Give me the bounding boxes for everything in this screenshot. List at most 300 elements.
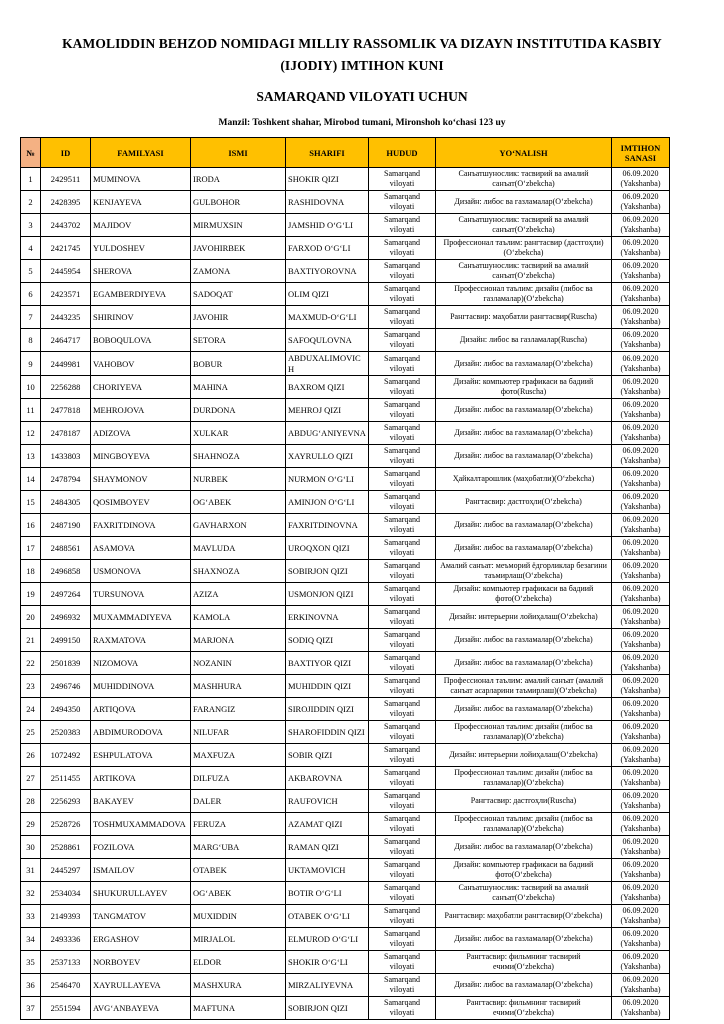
table-row <box>21 468 670 491</box>
cell-0: 10 <box>21 376 41 399</box>
cell-2: ESHPULATOVA <box>91 744 191 767</box>
cell-3: MUXIDDIN <box>191 905 286 928</box>
cell-0: 6 <box>21 283 41 306</box>
cell-7: 06.09.2020 (Yakshanba) <box>612 629 670 652</box>
cell-0: 36 <box>21 974 41 997</box>
cell-6: Профессионал таълим: дизайн (либос ва газламалар)(O‘zbekcha) <box>436 767 612 790</box>
cell-1: 2520383 <box>41 721 91 744</box>
cell-1: 2551594 <box>41 997 91 1020</box>
cell-3: MAVLUDA <box>191 537 286 560</box>
cell-0: 19 <box>21 583 41 606</box>
cell-2: ERGASHOV <box>91 928 191 951</box>
cell-4: AZAMAT QIZI <box>286 813 369 836</box>
candidates-table <box>20 137 670 1020</box>
cell-2: SHAYMONOV <box>91 468 191 491</box>
cell-1: 2497264 <box>41 583 91 606</box>
cell-6: Рангтасвир: дастгоҳли(Ruscha) <box>436 790 612 813</box>
cell-0: 7 <box>21 306 41 329</box>
table-row <box>21 283 670 306</box>
cell-4: MUHIDDIN QIZI <box>286 675 369 698</box>
cell-6: Дизайн: либос ва газламалар(O‘zbekcha) <box>436 514 612 537</box>
cell-7: 06.09.2020 (Yakshanba) <box>612 652 670 675</box>
cell-1: 2477818 <box>41 399 91 422</box>
cell-0: 30 <box>21 836 41 859</box>
cell-6: Дизайн: либос ва газламалар(O‘zbekcha) <box>436 836 612 859</box>
cell-3: BOBUR <box>191 352 286 376</box>
table-header <box>21 138 670 168</box>
cell-6: Дизайн: интерьерни лойиҳалаш(O‘zbekcha) <box>436 606 612 629</box>
cell-5: Samarqand viloyati <box>369 629 436 652</box>
cell-3: DURDONA <box>191 399 286 422</box>
cell-1: 2496858 <box>41 560 91 583</box>
cell-6: Санъатшунослик: тасвирий ва амалий санъат(O‘zbekcha) <box>436 214 612 237</box>
cell-3: OTABEK <box>191 859 286 882</box>
cell-1: 2511455 <box>41 767 91 790</box>
cell-3: OG‘ABEK <box>191 882 286 905</box>
cell-4: BAXTIYOROVNA <box>286 260 369 283</box>
table-row <box>21 422 670 445</box>
cell-6: Дизайн: интерьерни лойиҳалаш(O‘zbekcha) <box>436 744 612 767</box>
cell-0: 14 <box>21 468 41 491</box>
cell-2: MAJIDOV <box>91 214 191 237</box>
cell-3: NILUFAR <box>191 721 286 744</box>
cell-7: 06.09.2020 (Yakshanba) <box>612 790 670 813</box>
cell-0: 8 <box>21 329 41 352</box>
cell-5: Samarqand viloyati <box>369 997 436 1020</box>
cell-0: 31 <box>21 859 41 882</box>
cell-3: FERUZA <box>191 813 286 836</box>
table-row <box>21 168 670 191</box>
cell-6: Санъатшунослик: тасвирий ва амалий санъат(O‘zbekcha) <box>436 882 612 905</box>
cell-1: 2478794 <box>41 468 91 491</box>
cell-7: 06.09.2020 (Yakshanba) <box>612 583 670 606</box>
cell-4: ELMUROD O‘G‘LI <box>286 928 369 951</box>
cell-0: 26 <box>21 744 41 767</box>
cell-5: Samarqand viloyati <box>369 491 436 514</box>
table-row <box>21 606 670 629</box>
cell-6: Дизайн: либос ва газламалар(O‘zbekcha) <box>436 652 612 675</box>
cell-0: 5 <box>21 260 41 283</box>
cell-5: Samarqand viloyati <box>369 882 436 905</box>
cell-4: ABDUXALIMOVICH <box>286 352 369 376</box>
cell-1: 2149393 <box>41 905 91 928</box>
cell-4: UROQXON QIZI <box>286 537 369 560</box>
cell-0: 9 <box>21 352 41 376</box>
cell-1: 2449981 <box>41 352 91 376</box>
cell-7: 06.09.2020 (Yakshanba) <box>612 329 670 352</box>
cell-0: 16 <box>21 514 41 537</box>
cell-1: 2256288 <box>41 376 91 399</box>
cell-3: MIRMUXSIN <box>191 214 286 237</box>
cell-0: 21 <box>21 629 41 652</box>
cell-1: 2501839 <box>41 652 91 675</box>
cell-3: ELDOR <box>191 951 286 974</box>
cell-3: MARG‘UBA <box>191 836 286 859</box>
table-row <box>21 191 670 214</box>
table-row <box>21 260 670 283</box>
cell-4: FARXOD O‘G‘LI <box>286 237 369 260</box>
cell-7: 06.09.2020 (Yakshanba) <box>612 468 670 491</box>
cell-7: 06.09.2020 (Yakshanba) <box>612 168 670 191</box>
cell-5: Samarqand viloyati <box>369 399 436 422</box>
table-row <box>21 698 670 721</box>
cell-5: Samarqand viloyati <box>369 951 436 974</box>
table-row <box>21 399 670 422</box>
cell-6: Дизайн: либос ва газламалар(O‘zbekcha) <box>436 352 612 376</box>
cell-0: 27 <box>21 767 41 790</box>
cell-7: 06.09.2020 (Yakshanba) <box>612 422 670 445</box>
cell-3: JAVOHIRBEK <box>191 237 286 260</box>
cell-2: SHEROVA <box>91 260 191 283</box>
cell-6: Санъатшунослик: тасвирий ва амалий санъат(O‘zbekcha) <box>436 168 612 191</box>
cell-4: RAMAN QIZI <box>286 836 369 859</box>
cell-3: MAFTUNA <box>191 997 286 1020</box>
cell-6: Дизайн: либос ва газламалар(O‘zbekcha) <box>436 191 612 214</box>
cell-7: 06.09.2020 (Yakshanba) <box>612 836 670 859</box>
cell-6: Дизайн: либос ва газламалар(Ruscha) <box>436 329 612 352</box>
cell-5: Samarqand viloyati <box>369 329 436 352</box>
cell-4: SHAROFIDDIN QIZI <box>286 721 369 744</box>
cell-2: AVG‘ANBAYEVA <box>91 997 191 1020</box>
cell-3: SHAHNOZA <box>191 445 286 468</box>
cell-0: 2 <box>21 191 41 214</box>
cell-1: 2421745 <box>41 237 91 260</box>
cell-1: 2496746 <box>41 675 91 698</box>
cell-2: TOSHMUXAMMADOVA <box>91 813 191 836</box>
cell-4: SOBIRJON QIZI <box>286 997 369 1020</box>
cell-7: 06.09.2020 (Yakshanba) <box>612 237 670 260</box>
cell-1: 2429511 <box>41 168 91 191</box>
cell-1: 2445297 <box>41 859 91 882</box>
cell-4: RASHIDOVNA <box>286 191 369 214</box>
cell-3: SADOQAT <box>191 283 286 306</box>
cell-7: 06.09.2020 (Yakshanba) <box>612 260 670 283</box>
cell-1: 2534034 <box>41 882 91 905</box>
cell-2: MEHROJOVA <box>91 399 191 422</box>
cell-1: 2423571 <box>41 283 91 306</box>
cell-7: 06.09.2020 (Yakshanba) <box>612 560 670 583</box>
cell-1: 1433803 <box>41 445 91 468</box>
cell-7: 06.09.2020 (Yakshanba) <box>612 283 670 306</box>
cell-6: Дизайн: либос ва газламалар(O‘zbekcha) <box>436 629 612 652</box>
cell-5: Samarqand viloyati <box>369 721 436 744</box>
cell-0: 34 <box>21 928 41 951</box>
cell-5: Samarqand viloyati <box>369 928 436 951</box>
cell-5: Samarqand viloyati <box>369 537 436 560</box>
cell-6: Профессионал таълим: рангтасвир (дастгоҳли)(O‘zbekcha) <box>436 237 612 260</box>
table-row <box>21 583 670 606</box>
cell-1: 2537133 <box>41 951 91 974</box>
cell-3: IRODA <box>191 168 286 191</box>
cell-7: 06.09.2020 (Yakshanba) <box>612 882 670 905</box>
cell-7: 06.09.2020 (Yakshanba) <box>612 744 670 767</box>
cell-7: 06.09.2020 (Yakshanba) <box>612 698 670 721</box>
cell-4: ABDUG‘ANIYEVNA <box>286 422 369 445</box>
cell-7: 06.09.2020 (Yakshanba) <box>612 859 670 882</box>
cell-3: MAHINA <box>191 376 286 399</box>
table-row <box>21 859 670 882</box>
cell-4: SIROJIDDIN QIZI <box>286 698 369 721</box>
cell-1: 2443235 <box>41 306 91 329</box>
cell-6: Профессионал таълим: дизайн (либос ва газламалар)(O‘zbekcha) <box>436 721 612 744</box>
cell-3: KAMOLA <box>191 606 286 629</box>
table-row <box>21 905 670 928</box>
cell-1: 2488561 <box>41 537 91 560</box>
cell-5: Samarqand viloyati <box>369 790 436 813</box>
cell-2: SHUKURULLAYEV <box>91 882 191 905</box>
cell-2: MUHIDDINOVA <box>91 675 191 698</box>
column-header-2: FAMILYASI <box>91 138 191 168</box>
cell-0: 32 <box>21 882 41 905</box>
column-header-4: SHARIFI <box>286 138 369 168</box>
cell-0: 24 <box>21 698 41 721</box>
cell-2: VAHOBOV <box>91 352 191 376</box>
cell-2: FOZILOVA <box>91 836 191 859</box>
cell-6: Санъатшунослик: тасвирий ва амалий санъат(O‘zbekcha) <box>436 260 612 283</box>
cell-0: 3 <box>21 214 41 237</box>
cell-4: BOTIR O‘G‘LI <box>286 882 369 905</box>
table-row <box>21 721 670 744</box>
cell-5: Samarqand viloyati <box>369 583 436 606</box>
cell-0: 13 <box>21 445 41 468</box>
cell-0: 33 <box>21 905 41 928</box>
cell-0: 15 <box>21 491 41 514</box>
cell-1: 2256293 <box>41 790 91 813</box>
cell-3: GULBOHOR <box>191 191 286 214</box>
column-header-1: ID <box>41 138 91 168</box>
cell-3: DALER <box>191 790 286 813</box>
table-row <box>21 514 670 537</box>
cell-2: YULDOSHEV <box>91 237 191 260</box>
cell-4: AKBAROVNA <box>286 767 369 790</box>
cell-6: Рангтасвир: фильмнинг тасвирий ечими(O‘zbekcha) <box>436 997 612 1020</box>
cell-2: BOBOQULOVA <box>91 329 191 352</box>
cell-2: RAXMATOVA <box>91 629 191 652</box>
cell-4: FAXRITDINOVNA <box>286 514 369 537</box>
cell-6: Дизайн: компьютер графикаси ва бадиий фото(Ruscha) <box>436 376 612 399</box>
cell-6: Рангтасвир: маҳобатли рангтасвир(O‘zbekcha) <box>436 905 612 928</box>
column-header-3: ISMI <box>191 138 286 168</box>
cell-4: SODIQ QIZI <box>286 629 369 652</box>
cell-1: 2443702 <box>41 214 91 237</box>
cell-1: 2478187 <box>41 422 91 445</box>
cell-3: NOZANIN <box>191 652 286 675</box>
cell-3: MASHXURA <box>191 974 286 997</box>
table-row <box>21 214 670 237</box>
table-row <box>21 836 670 859</box>
cell-7: 06.09.2020 (Yakshanba) <box>612 376 670 399</box>
cell-4: BAXROM QIZI <box>286 376 369 399</box>
cell-5: Samarqand viloyati <box>369 168 436 191</box>
cell-6: Рангтасвир: маҳобатли рангтасвир(Ruscha) <box>436 306 612 329</box>
cell-7: 06.09.2020 (Yakshanba) <box>612 813 670 836</box>
cell-2: ADIZOVA <box>91 422 191 445</box>
cell-6: Дизайн: либос ва газламалар(O‘zbekcha) <box>436 445 612 468</box>
cell-1: 2428395 <box>41 191 91 214</box>
cell-3: SETORA <box>191 329 286 352</box>
cell-1: 2487190 <box>41 514 91 537</box>
cell-5: Samarqand viloyati <box>369 744 436 767</box>
cell-2: ARTIKOVA <box>91 767 191 790</box>
cell-3: FARANGIZ <box>191 698 286 721</box>
cell-4: XAYRULLO QIZI <box>286 445 369 468</box>
table-row <box>21 329 670 352</box>
cell-6: Дизайн: либос ва газламалар(O‘zbekcha) <box>436 974 612 997</box>
table-row <box>21 675 670 698</box>
cell-3: MASHHURA <box>191 675 286 698</box>
table-row <box>21 951 670 974</box>
page-title: KAMOLIDDIN BEHZOD NOMIDAGI MILLIY RASSOMLIK VA DIZAYN INSTITUTIDA KASBIY (IJODIY) IMTIHON KUNI <box>62 36 662 73</box>
table-row <box>21 790 670 813</box>
cell-3: MAXFUZA <box>191 744 286 767</box>
cell-7: 06.09.2020 (Yakshanba) <box>612 214 670 237</box>
cell-7: 06.09.2020 (Yakshanba) <box>612 721 670 744</box>
table-row <box>21 928 670 951</box>
table-row <box>21 352 670 376</box>
cell-2: TANGMATOV <box>91 905 191 928</box>
cell-1: 2493336 <box>41 928 91 951</box>
cell-6: Дизайн: компьютер графикаси ва бадиий фото(O‘zbekcha) <box>436 859 612 882</box>
cell-2: NORBOYEV <box>91 951 191 974</box>
cell-7: 06.09.2020 (Yakshanba) <box>612 445 670 468</box>
cell-4: MAXMUD-O‘G‘LI <box>286 306 369 329</box>
cell-7: 06.09.2020 (Yakshanba) <box>612 191 670 214</box>
table-row <box>21 744 670 767</box>
cell-7: 06.09.2020 (Yakshanba) <box>612 306 670 329</box>
cell-2: CHORIYEVA <box>91 376 191 399</box>
cell-4: UKTAMOVICH <box>286 859 369 882</box>
cell-4: SAFOQULOVNA <box>286 329 369 352</box>
cell-5: Samarqand viloyati <box>369 468 436 491</box>
cell-2: XAYRULLAYEVA <box>91 974 191 997</box>
cell-7: 06.09.2020 (Yakshanba) <box>612 399 670 422</box>
cell-6: Дизайн: либос ва газламалар(O‘zbekcha) <box>436 422 612 445</box>
cell-2: USMONOVA <box>91 560 191 583</box>
cell-7: 06.09.2020 (Yakshanba) <box>612 905 670 928</box>
cell-2: ASAMOVA <box>91 537 191 560</box>
cell-2: TURSUNOVA <box>91 583 191 606</box>
cell-5: Samarqand viloyati <box>369 306 436 329</box>
cell-2: ARTIQOVA <box>91 698 191 721</box>
cell-4: OLIM QIZI <box>286 283 369 306</box>
cell-5: Samarqand viloyati <box>369 445 436 468</box>
document-page <box>0 33 724 1024</box>
cell-5: Samarqand viloyati <box>369 698 436 721</box>
cell-7: 06.09.2020 (Yakshanba) <box>612 514 670 537</box>
cell-1: 2464717 <box>41 329 91 352</box>
cell-0: 1 <box>21 168 41 191</box>
cell-5: Samarqand viloyati <box>369 606 436 629</box>
cell-1: 2546470 <box>41 974 91 997</box>
cell-2: NIZOMOVA <box>91 652 191 675</box>
cell-4: SHOKIR QIZI <box>286 168 369 191</box>
cell-3: JAVOHIR <box>191 306 286 329</box>
column-header-7: IMTIHON SANASI <box>612 138 670 168</box>
cell-3: SHAXNOZA <box>191 560 286 583</box>
cell-1: 2528861 <box>41 836 91 859</box>
cell-3: ZAMONA <box>191 260 286 283</box>
table-row <box>21 491 670 514</box>
cell-1: 2528726 <box>41 813 91 836</box>
cell-4: USMONJON QIZI <box>286 583 369 606</box>
table-row <box>21 974 670 997</box>
cell-6: Дизайн: либос ва газламалар(O‘zbekcha) <box>436 537 612 560</box>
cell-5: Samarqand viloyati <box>369 974 436 997</box>
cell-3: DILFUZA <box>191 767 286 790</box>
cell-0: 37 <box>21 997 41 1020</box>
cell-7: 06.09.2020 (Yakshanba) <box>612 491 670 514</box>
cell-7: 06.09.2020 (Yakshanba) <box>612 974 670 997</box>
cell-6: Рангтасвир: дастгоҳли(O‘zbekcha) <box>436 491 612 514</box>
cell-2: ABDIMURODOVA <box>91 721 191 744</box>
cell-4: NURMON O‘G‘LI <box>286 468 369 491</box>
cell-2: QOSIMBOYEV <box>91 491 191 514</box>
cell-5: Samarqand viloyati <box>369 376 436 399</box>
table-row <box>21 652 670 675</box>
cell-1: 2445954 <box>41 260 91 283</box>
cell-4: OTABEK O‘G‘LI <box>286 905 369 928</box>
table-header-row <box>21 138 670 168</box>
cell-4: SOBIR QIZI <box>286 744 369 767</box>
cell-6: Дизайн: либос ва газламалар(O‘zbekcha) <box>436 399 612 422</box>
cell-0: 23 <box>21 675 41 698</box>
cell-3: MIRJALOL <box>191 928 286 951</box>
cell-1: 2499150 <box>41 629 91 652</box>
table-row <box>21 306 670 329</box>
cell-4: MIRZALIYEVNA <box>286 974 369 997</box>
cell-6: Профессионал таълим: дизайн (либос ва газламалар)(O‘zbekcha) <box>436 283 612 306</box>
cell-6: Дизайн: либос ва газламалар(O‘zbekcha) <box>436 698 612 721</box>
cell-7: 06.09.2020 (Yakshanba) <box>612 928 670 951</box>
cell-6: Профессионал таълим: дизайн (либос ва газламалар)(O‘zbekcha) <box>436 813 612 836</box>
cell-1: 1072492 <box>41 744 91 767</box>
table-body <box>21 168 670 1020</box>
cell-5: Samarqand viloyati <box>369 675 436 698</box>
cell-6: Рангтасвир: фильмнинг тасвирий ечими(O‘zbekcha) <box>436 951 612 974</box>
table-row <box>21 813 670 836</box>
cell-0: 18 <box>21 560 41 583</box>
cell-0: 22 <box>21 652 41 675</box>
cell-4: SHOKIR O‘G‘LI <box>286 951 369 974</box>
cell-7: 06.09.2020 (Yakshanba) <box>612 352 670 376</box>
table-row <box>21 560 670 583</box>
cell-5: Samarqand viloyati <box>369 260 436 283</box>
cell-3: GAVHARXON <box>191 514 286 537</box>
cell-5: Samarqand viloyati <box>369 214 436 237</box>
table-row <box>21 629 670 652</box>
cell-4: JAMSHID O‘G‘LI <box>286 214 369 237</box>
cell-7: 06.09.2020 (Yakshanba) <box>612 767 670 790</box>
cell-6: Профессионал таълим: амалий санъат (амалий санъат асарларини таъмирлаш)(O‘zbekcha) <box>436 675 612 698</box>
cell-5: Samarqand viloyati <box>369 836 436 859</box>
cell-1: 2484305 <box>41 491 91 514</box>
region-subtitle: SAMARQAND VILOYATI UCHUN <box>256 89 468 105</box>
cell-0: 4 <box>21 237 41 260</box>
cell-5: Samarqand viloyati <box>369 514 436 537</box>
table-row <box>21 537 670 560</box>
address-line: Manzil: Toshkent shahar, Mirobod tumani, Mironshoh ko‘chasi 123 uy <box>218 118 506 129</box>
cell-5: Samarqand viloyati <box>369 191 436 214</box>
cell-7: 06.09.2020 (Yakshanba) <box>612 675 670 698</box>
cell-5: Samarqand viloyati <box>369 422 436 445</box>
cell-2: KENJAYEVA <box>91 191 191 214</box>
cell-4: RAUFOVICH <box>286 790 369 813</box>
column-header-5: HUDUD <box>369 138 436 168</box>
cell-5: Samarqand viloyati <box>369 283 436 306</box>
cell-3: XULKAR <box>191 422 286 445</box>
cell-6: Амалий санъат: меъморий ёдгорликлар безагини таъмирлаш(O‘zbekcha) <box>436 560 612 583</box>
column-header-0: № <box>21 138 41 168</box>
